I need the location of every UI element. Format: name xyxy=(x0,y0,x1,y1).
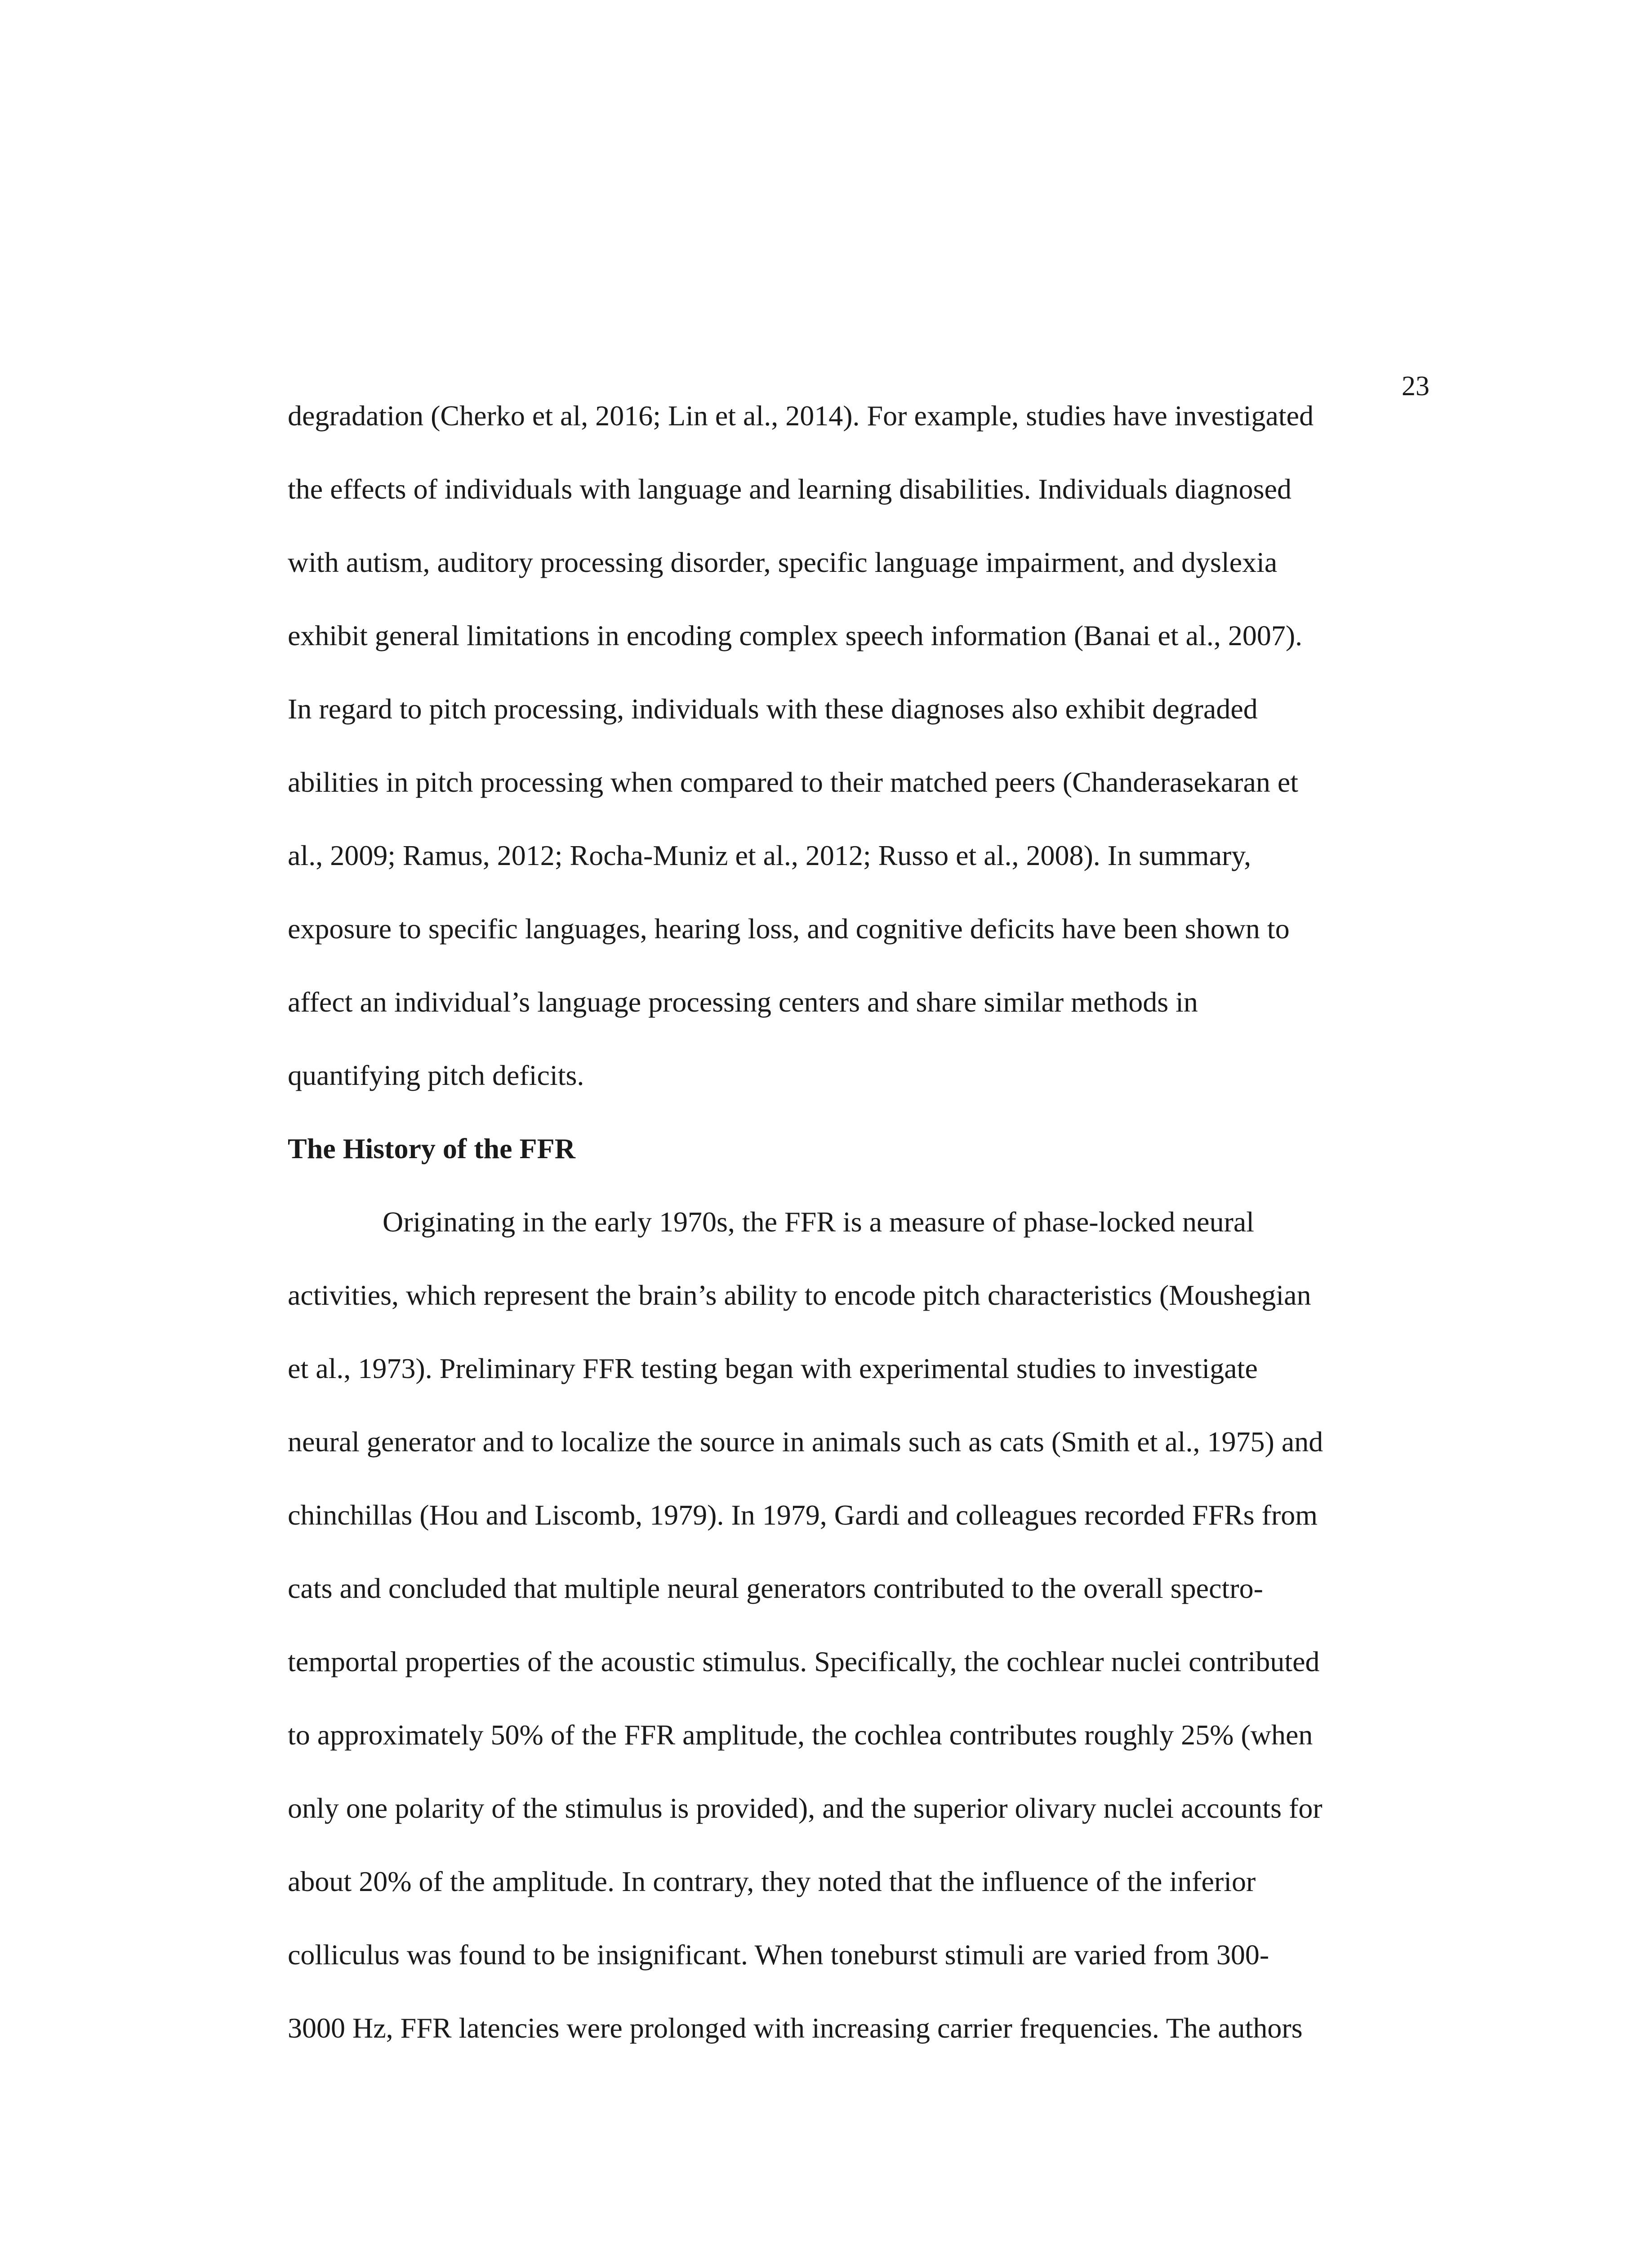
body-line: Originating in the early 1970s, the FFR is a measure of phase-locked neural xyxy=(383,1206,1255,1238)
body-line: affect an individual’s language processing centers and share similar methods in xyxy=(288,986,1198,1018)
body-line: abilities in pitch processing when compared to their matched peers (Chanderasekaran et xyxy=(288,766,1299,798)
body-line: cats and concluded that multiple neural generators contributed to the overall spectro- xyxy=(288,1572,1263,1604)
body-line: about 20% of the amplitude. In contrary, they noted that the influence of the inferior xyxy=(288,1865,1256,1897)
body-line: In regard to pitch processing, individuals with these diagnoses also exhibit degraded xyxy=(288,693,1258,725)
body-line: et al., 1973). Preliminary FFR testing began with experimental studies to investigate xyxy=(288,1352,1258,1384)
body-line: degradation (Cherko et al, 2016; Lin et al., 2014). For example, studies have investigated xyxy=(288,400,1314,432)
body-line: only one polarity of the stimulus is provided), and the superior olivary nuclei accounts for xyxy=(288,1792,1322,1824)
body-line: 3000 Hz, FFR latencies were prolonged with increasing carrier frequencies. The authors xyxy=(288,2012,1303,2044)
body-line: to approximately 50% of the FFR amplitude, the cochlea contributes roughly 25% (when xyxy=(288,1719,1313,1751)
document-body xyxy=(288,401,1432,2087)
body-line: chinchillas (Hou and Liscomb, 1979). In 1979, Gardi and colleagues recorded FFRs from xyxy=(288,1499,1318,1531)
body-line: neural generator and to localize the source in animals such as cats (Smith et al., 1975) and xyxy=(288,1426,1323,1458)
body-line: colliculus was found to be insignificant. When toneburst stimuli are varied from 300- xyxy=(288,1939,1269,1971)
body-line: exhibit general limitations in encoding complex speech information (Banai et al., 2007). xyxy=(288,620,1303,651)
page-number: 23 xyxy=(1402,371,1429,401)
body-line: exposure to specific languages, hearing loss, and cognitive deficits have been shown to xyxy=(288,913,1290,945)
body-line: activities, which represent the brain’s ability to encode pitch characteristics (Moushegian xyxy=(288,1279,1311,1311)
body-line: al., 2009; Ramus, 2012; Rocha-Muniz et al., 2012; Russo et al., 2008). In summary, xyxy=(288,839,1251,871)
body-line: the effects of individuals with language and learning disabilities. Individuals diagnosed xyxy=(288,473,1291,505)
body-line: with autism, auditory processing disorder, specific language impairment, and dyslexia xyxy=(288,546,1278,578)
body-line: temportal properties of the acoustic stimulus. Specifically, the cochlear nuclei contributed xyxy=(288,1646,1320,1677)
body-line: quantifying pitch deficits. xyxy=(288,1059,584,1091)
section-heading: The History of the FFR xyxy=(288,1133,575,1164)
